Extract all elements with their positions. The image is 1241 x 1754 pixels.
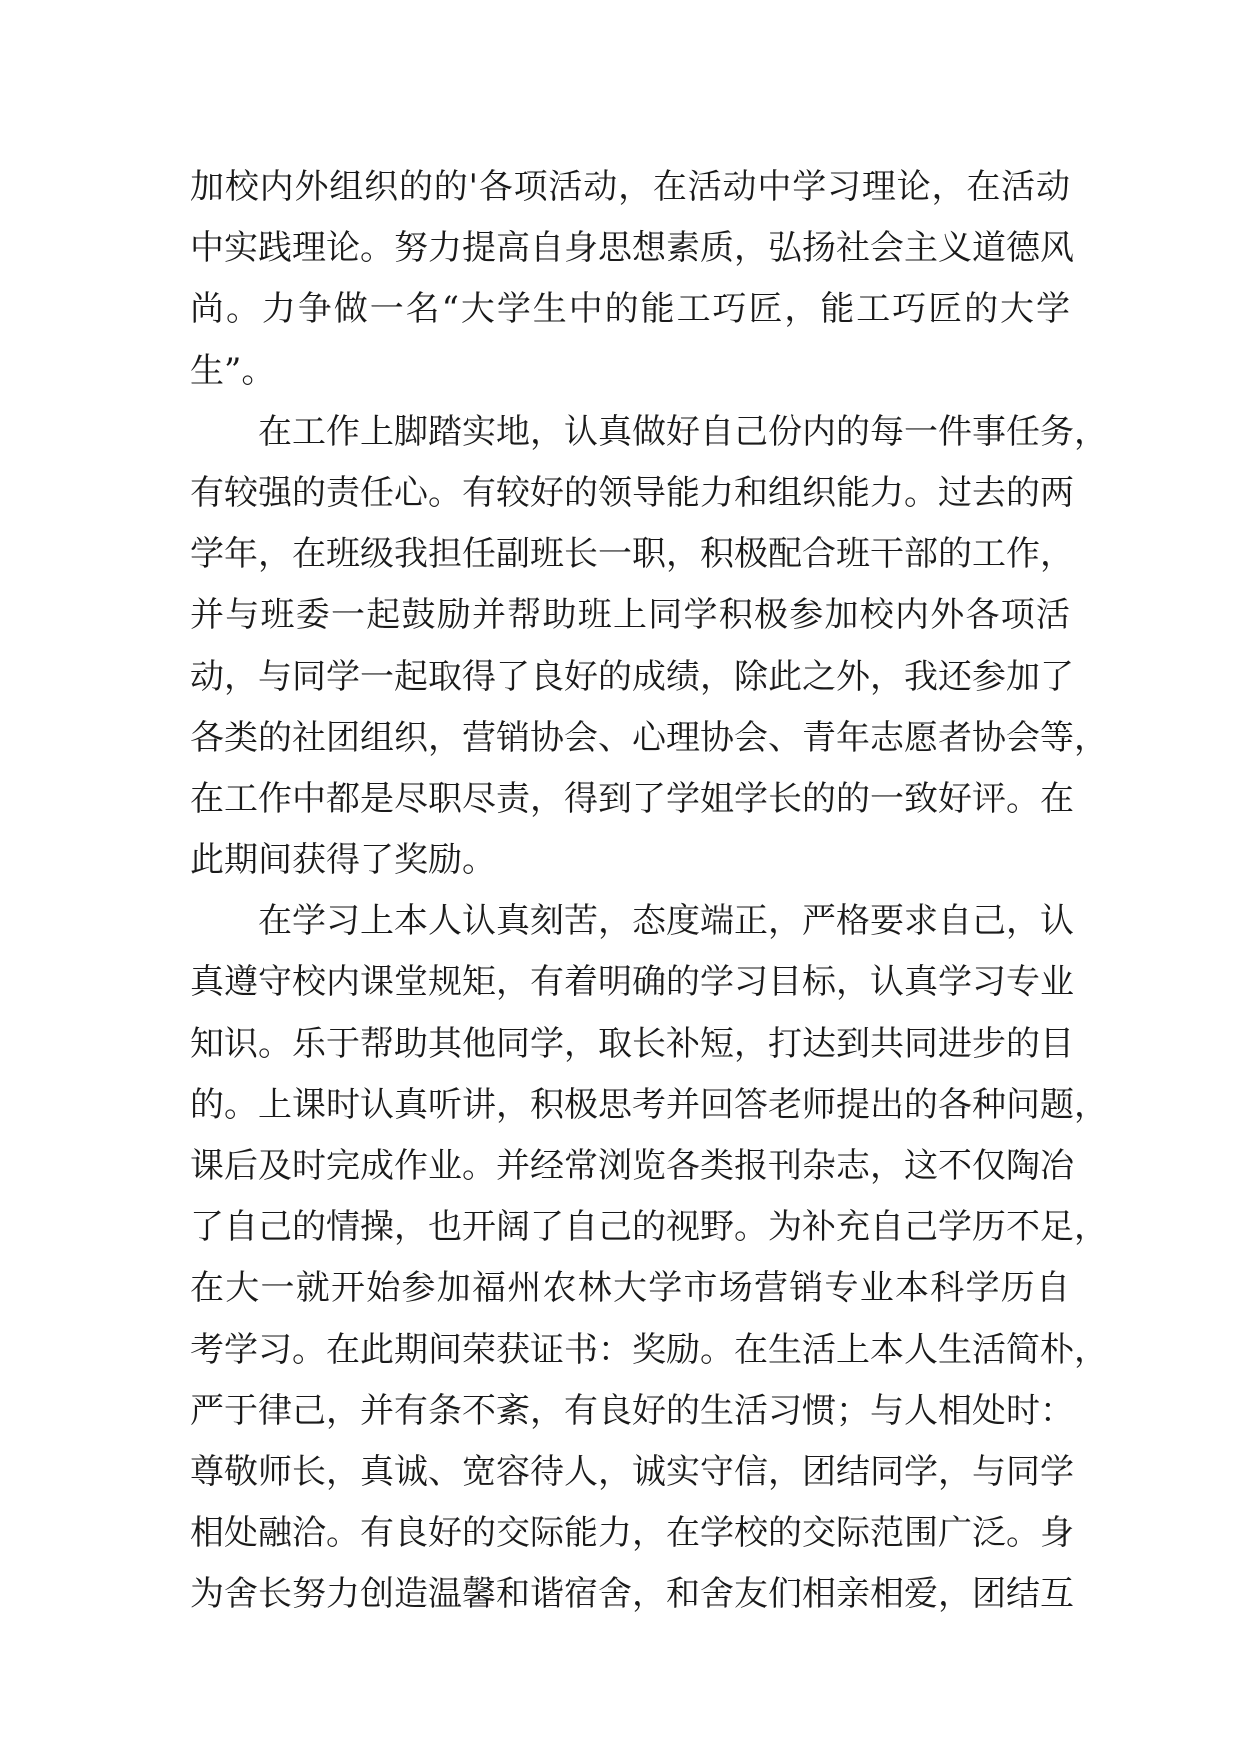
- paragraph-2: [190, 402, 1108, 892]
- text-line: 在工作上脚踏实地，认真做好自己份内的每一件事任务，: [258, 411, 1108, 452]
- paragraph-3: [190, 891, 1108, 1625]
- text-line: 为舍长努力创造温馨和谐宿舍，和舍友们相亲相爱，团结互: [190, 1574, 1074, 1615]
- text-line: 知识。乐于帮助其他同学，取长补短，打达到共同进步的目: [190, 1023, 1074, 1064]
- text-line: 了自己的情操，也开阔了自己的视野。为补充自己学历不足，: [190, 1207, 1108, 1248]
- text-line: 在大一就开始参加福州农林大学市场营销专业本科学历自: [190, 1268, 1070, 1309]
- text-line: 此期间获得了奖励。: [190, 840, 496, 881]
- text-line: 中实践理论。努力提高自身思想素质，弘扬社会主义道德风: [190, 228, 1074, 269]
- text-line: 学年，在班级我担任副班长一职，积极配合班干部的工作，: [190, 534, 1074, 575]
- text-line: 在学习上本人认真刻苦，态度端正，严格要求自己，认: [258, 901, 1074, 942]
- text-line: 各类的社团组织，营销协会、心理协会、青年志愿者协会等，: [190, 717, 1108, 758]
- text-line: 课后及时完成作业。并经常浏览各类报刊杂志，这不仅陶冶: [190, 1146, 1074, 1186]
- document-body: [190, 157, 1108, 1626]
- text-line: 相处融洽。有良好的交际能力，在学校的交际范围广泛。身: [190, 1513, 1074, 1554]
- text-line: 考学习。在此期间荣获证书：奖励。在生活上本人生活简朴，: [190, 1329, 1108, 1370]
- text-line: 加校内外组织的的'各项活动，在活动中学习理论，在活动: [190, 167, 1070, 207]
- text-line: 有较强的责任心。有较好的领导能力和组织能力。过去的两: [190, 472, 1074, 513]
- paragraph-1: [190, 157, 1074, 402]
- text-line: 尚。力争做一名“大学生中的能工巧匠，能工巧匠的大学: [190, 289, 1070, 330]
- text-line: 尊敬师长，真诚、宽容待人，诚实守信，团结同学，与同学: [190, 1451, 1074, 1492]
- text-line: 生”。: [190, 350, 276, 391]
- text-line: 严于律己，并有条不紊，有良好的生活习惯；与人相处时：: [190, 1390, 1074, 1431]
- text-line: 在工作中都是尽职尽责，得到了学姐学长的的一致好评。在: [190, 778, 1074, 819]
- text-line: 动，与同学一起取得了良好的成绩，除此之外，我还参加了: [190, 656, 1074, 697]
- text-line: 并与班委一起鼓励并帮助班上同学积极参加校内外各项活: [190, 595, 1070, 636]
- text-line: 真遵守校内课堂规矩，有着明确的学习目标，认真学习专业: [190, 962, 1074, 1003]
- text-line: 的。上课时认真听讲，积极思考并回答老师提出的各种问题，: [190, 1084, 1108, 1125]
